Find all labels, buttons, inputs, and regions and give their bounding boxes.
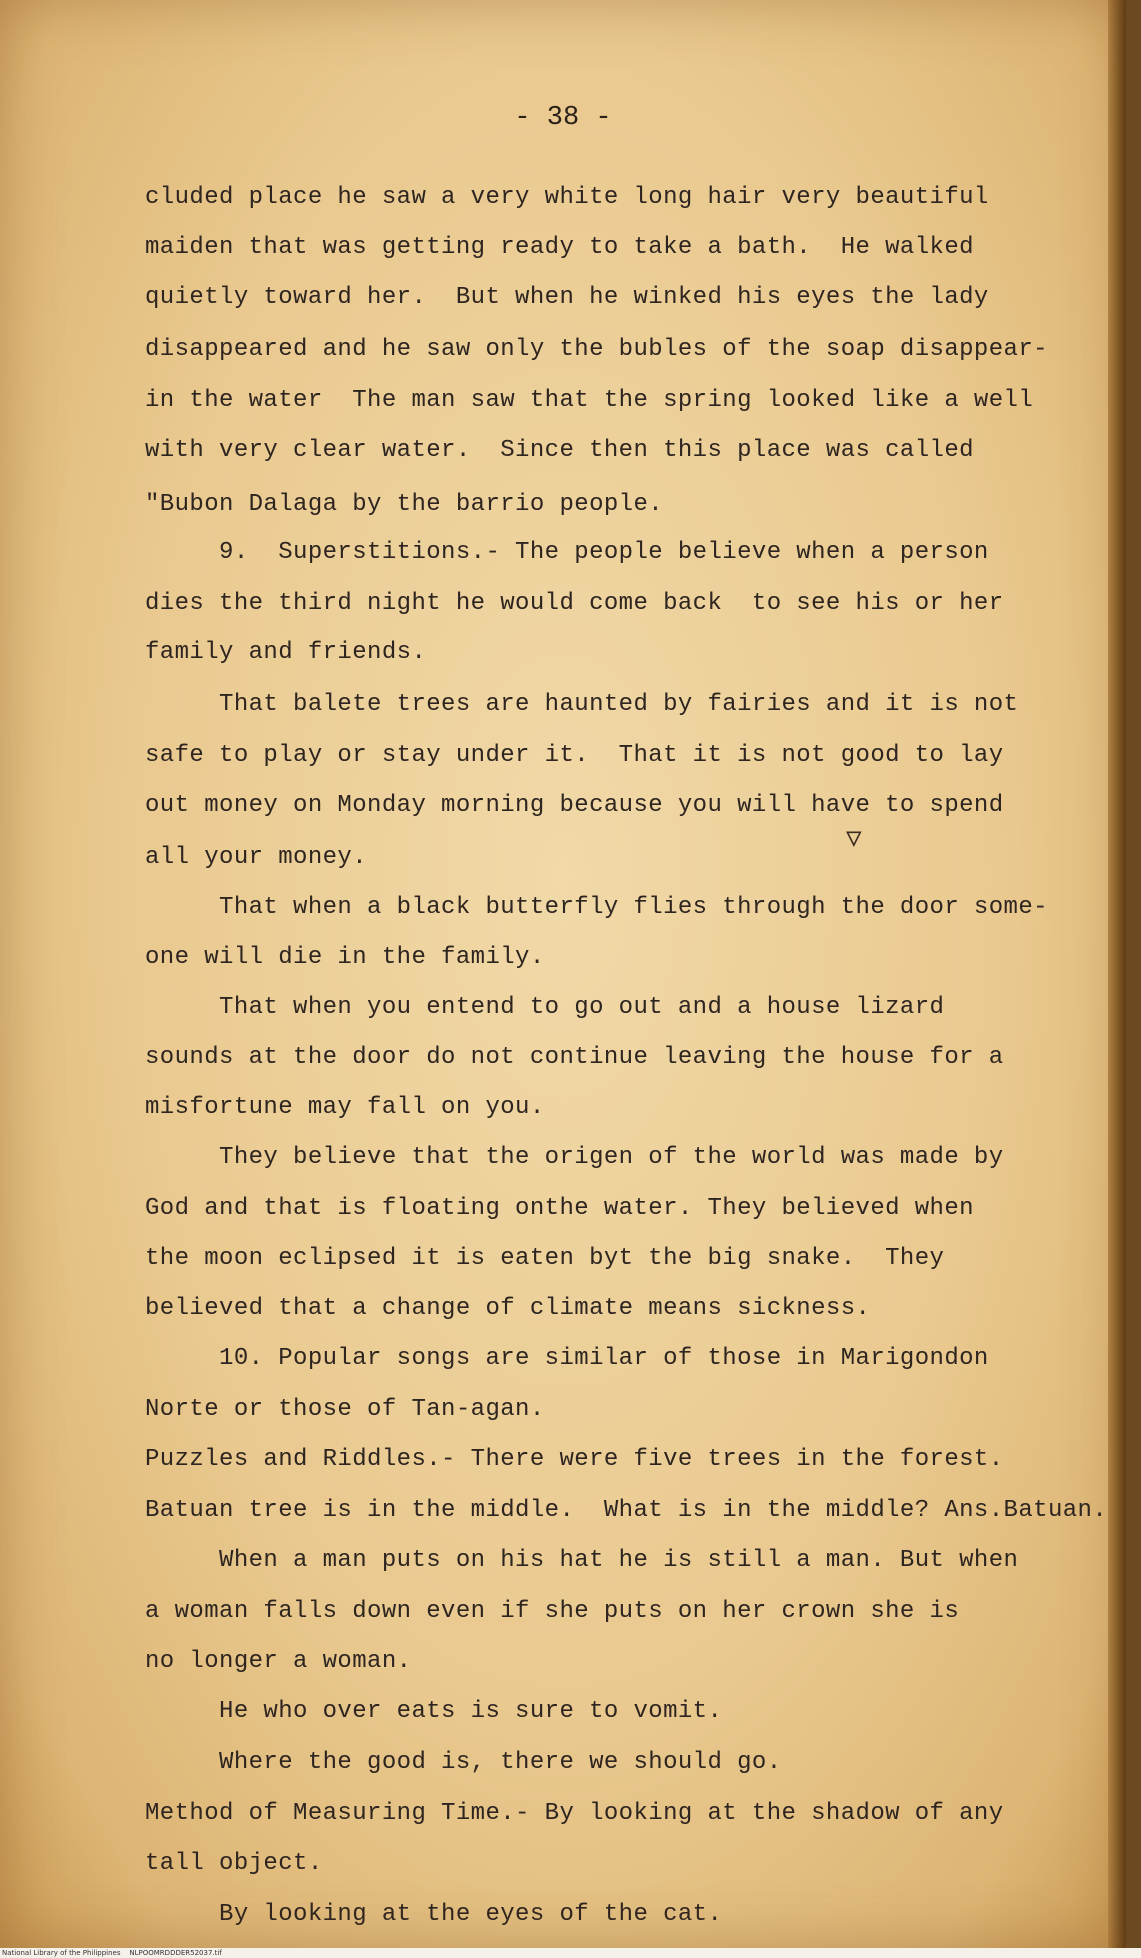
text-line: no longer a woman.: [145, 1648, 412, 1675]
text-line: He who over eats is sure to vomit.: [145, 1698, 723, 1725]
text-line: maiden that was getting ready to take a bath. He walked: [145, 234, 974, 261]
text-line: "Bubon Dalaga by the barrio people.: [145, 491, 664, 518]
text-line: Norte or those of Tan-agan.: [145, 1396, 545, 1423]
text-line: God and that is floating onthe water. They believed when: [145, 1195, 974, 1222]
text-line: all your money.: [145, 844, 368, 871]
text-line: dies the third night he would come back to see his or her: [145, 590, 1004, 617]
text-line: believed that a change of climate means sickness.: [145, 1295, 871, 1322]
text-line: tall object.: [145, 1850, 323, 1877]
text-line: with very clear water. Since then this place was called: [145, 437, 974, 464]
text-line: disappeared and he saw only the bubles of the soap disappear-: [145, 336, 1048, 363]
text-line: misfortune may fall on you.: [145, 1094, 545, 1121]
handwritten-mark: ▽: [846, 824, 862, 854]
text-line: cluded place he saw a very white long hair very beautiful: [145, 184, 989, 211]
text-line: Method of Measuring Time.- By looking at the shadow of any: [145, 1800, 1004, 1827]
text-line: When a man puts on his hat he is still a man. But when: [145, 1547, 1019, 1574]
text-line: out money on Monday morning because you will have to spend: [145, 792, 1004, 819]
text-line: 9. Superstitions.- The people believe when a person: [145, 539, 989, 566]
text-line: Where the good is, there we should go.: [145, 1749, 782, 1776]
text-line: family and friends.: [145, 639, 427, 666]
text-line: in the water The man saw that the spring looked like a well: [145, 387, 1034, 414]
text-line: a woman falls down even if she puts on her crown she is: [145, 1598, 960, 1625]
text-line: quietly toward her. But when he winked his eyes the lady: [145, 284, 989, 311]
text-line: That when a black butterfly flies through the door some-: [145, 894, 1048, 921]
text-line: one will die in the family.: [145, 944, 545, 971]
text-line: That when you entend to go out and a house lizard: [145, 994, 945, 1021]
scan-footer: National Library of the Philippines NLPOOMRDDDER52037.tif: [0, 1948, 1141, 1958]
text-line: the moon eclipsed it is eaten byt the big snake. They: [145, 1245, 945, 1272]
text-line: safe to play or stay under it. That it is not good to lay: [145, 742, 1004, 769]
text-line: By looking at the eyes of the cat.: [145, 1901, 723, 1928]
text-line: They believe that the origen of the world was made by: [145, 1144, 1004, 1171]
page-number: - 38 -: [514, 103, 612, 133]
text-line: sounds at the door do not continue leaving the house for a: [145, 1044, 1004, 1071]
text-line: That balete trees are haunted by fairies and it is not: [145, 691, 1019, 718]
text-line: Batuan tree is in the middle. What is in the middle? Ans.Batuan.: [145, 1497, 1108, 1524]
text-line: 10. Popular songs are similar of those in Marigondon: [145, 1345, 989, 1372]
text-line: Puzzles and Riddles.- There were five trees in the forest.: [145, 1446, 1004, 1473]
